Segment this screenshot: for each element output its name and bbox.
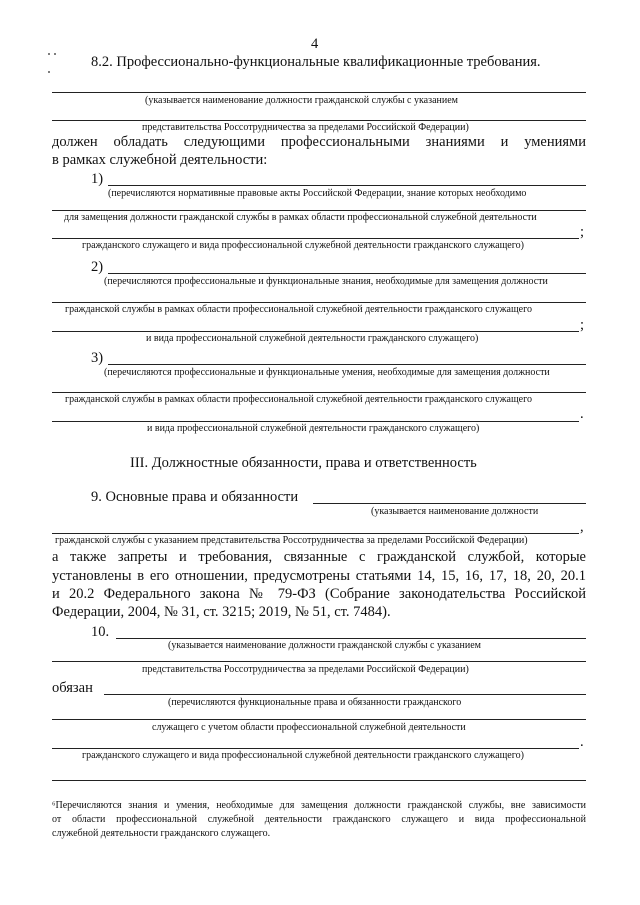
p10-blank-5[interactable] [52, 748, 579, 749]
hint-position-b: представительства Россотрудничества за пределами Российской Федерации) [142, 122, 469, 133]
item2-semicolon: ; [580, 317, 585, 333]
p9-blank-2[interactable] [52, 533, 579, 534]
item2-hint-b: гражданской службы в рамках области профессиональной служебной деятельности гражданского служащего [65, 304, 532, 315]
p9-blank[interactable] [313, 503, 586, 504]
item2-hint-a: (перечисляются профессиональные и функциональные знания, необходимые для замещения должности [104, 276, 548, 287]
footnote-separator [52, 780, 586, 781]
p9-text-4: Федерации, 2004, № 31, ст. 3215; 2019, № 51, ст. 7484). [52, 604, 391, 620]
p9-text-2: установлены в его отношении, предусмотрены статьями 14, 15, 16, 17, 18, 20, 20.1 [52, 568, 586, 584]
footnote-line3: служебной деятельности гражданского служащего. [52, 828, 271, 839]
item1-hint-a: (перечисляются нормативные правовые акты Российской Федерации, знание которых необходимо [108, 188, 527, 199]
item3-blank[interactable] [108, 364, 586, 365]
p9-text-3: и 20.2 Федерального закона № 79-ФЗ (Собрание законодательства Российской [52, 586, 586, 602]
item2-hint-c: и вида профессиональной служебной деятельности гражданского служащего) [146, 333, 479, 344]
p9-label: 9. Основные права и обязанности [91, 489, 299, 505]
item1-number: 1) [91, 171, 104, 187]
item3-period: . [580, 406, 584, 422]
p9-hint-a: (указывается наименование должности [371, 506, 539, 517]
item1-hint-b: для замещения должности гражданской службы в рамках области профессиональной служебной деятельности [64, 212, 537, 223]
p10-label: 10. [91, 624, 110, 640]
item2-blank-3[interactable] [52, 331, 579, 332]
item3-blank-2[interactable] [52, 392, 586, 393]
footnote-line1: ⁶Перечисляются знания и умения, необходимые для замещения должности гражданской службы, вне зависимости [52, 800, 586, 811]
page-number: 4 [311, 36, 319, 52]
hint-position-a: (указывается наименование должности гражданской службы с указанием [145, 95, 458, 106]
item2-blank-2[interactable] [52, 302, 586, 303]
item3-blank-3[interactable] [52, 421, 579, 422]
item3-hint-b: гражданской службы в рамках области профессиональной служебной деятельности гражданского служащего [65, 394, 532, 405]
item1-blank[interactable] [108, 185, 586, 186]
blank-line-position-2[interactable] [52, 120, 586, 121]
item2-number: 2) [91, 259, 104, 275]
p10-hint-d: служащего с учетом области профессиональной служебной деятельности [152, 722, 466, 733]
p10-hint-a: (указывается наименование должности гражданской службы с указанием [168, 640, 481, 651]
p10-hint-b: представительства Россотрудничества за пределами Российской Федерации) [142, 664, 469, 675]
p10-blank-3[interactable] [104, 694, 586, 695]
item3-hint-c: и вида профессиональной служебной деятельности гражданского служащего) [147, 423, 480, 434]
p10-blank[interactable] [116, 638, 586, 639]
heading-8-2: 8.2. Профессионально-функциональные квалификационные требования. [91, 54, 541, 70]
p10-obliged: обязан [52, 680, 93, 696]
p10-blank-4[interactable] [52, 719, 586, 720]
item1-blank-2[interactable] [52, 210, 586, 211]
section3-title: III. Должностные обязанности, права и ответственность [130, 455, 477, 471]
footnote-line2: от области профессиональной служебной деятельности гражданского служащего и вида профессиональной [52, 814, 586, 825]
p10-period: . [580, 734, 584, 750]
p9-hint-b: гражданской службы с указанием представительства Россотрудничества за пределами Российской Федерации) [55, 535, 528, 546]
p10-hint-c: (перечисляются функциональные права и обязанности гражданского [168, 697, 462, 708]
must-text-line1: должен обладать следующими профессиональными знаниями и умениями [52, 134, 586, 150]
p9-comma: , [580, 519, 584, 535]
item1-semicolon: ; [580, 224, 585, 240]
p10-blank-2[interactable] [52, 661, 586, 662]
item1-blank-3[interactable] [52, 238, 579, 239]
scan-dots [48, 42, 64, 45]
blank-line-position[interactable] [52, 92, 586, 93]
must-text-line2: в рамках служебной деятельности: [52, 152, 268, 168]
item3-number: 3) [91, 350, 104, 366]
p9-text-1: а также запреты и требования, связанные с гражданской службой, которые [52, 549, 586, 565]
p10-hint-e: гражданского служащего и вида профессиональной служебной деятельности гражданского служащего) [82, 750, 524, 761]
item3-hint-a: (перечисляются профессиональные и функциональные умения, необходимые для замещения должности [104, 367, 550, 378]
item1-hint-c: гражданского служащего и вида профессиональной служебной деятельности гражданского служащего) [82, 240, 524, 251]
item2-blank[interactable] [108, 273, 586, 274]
